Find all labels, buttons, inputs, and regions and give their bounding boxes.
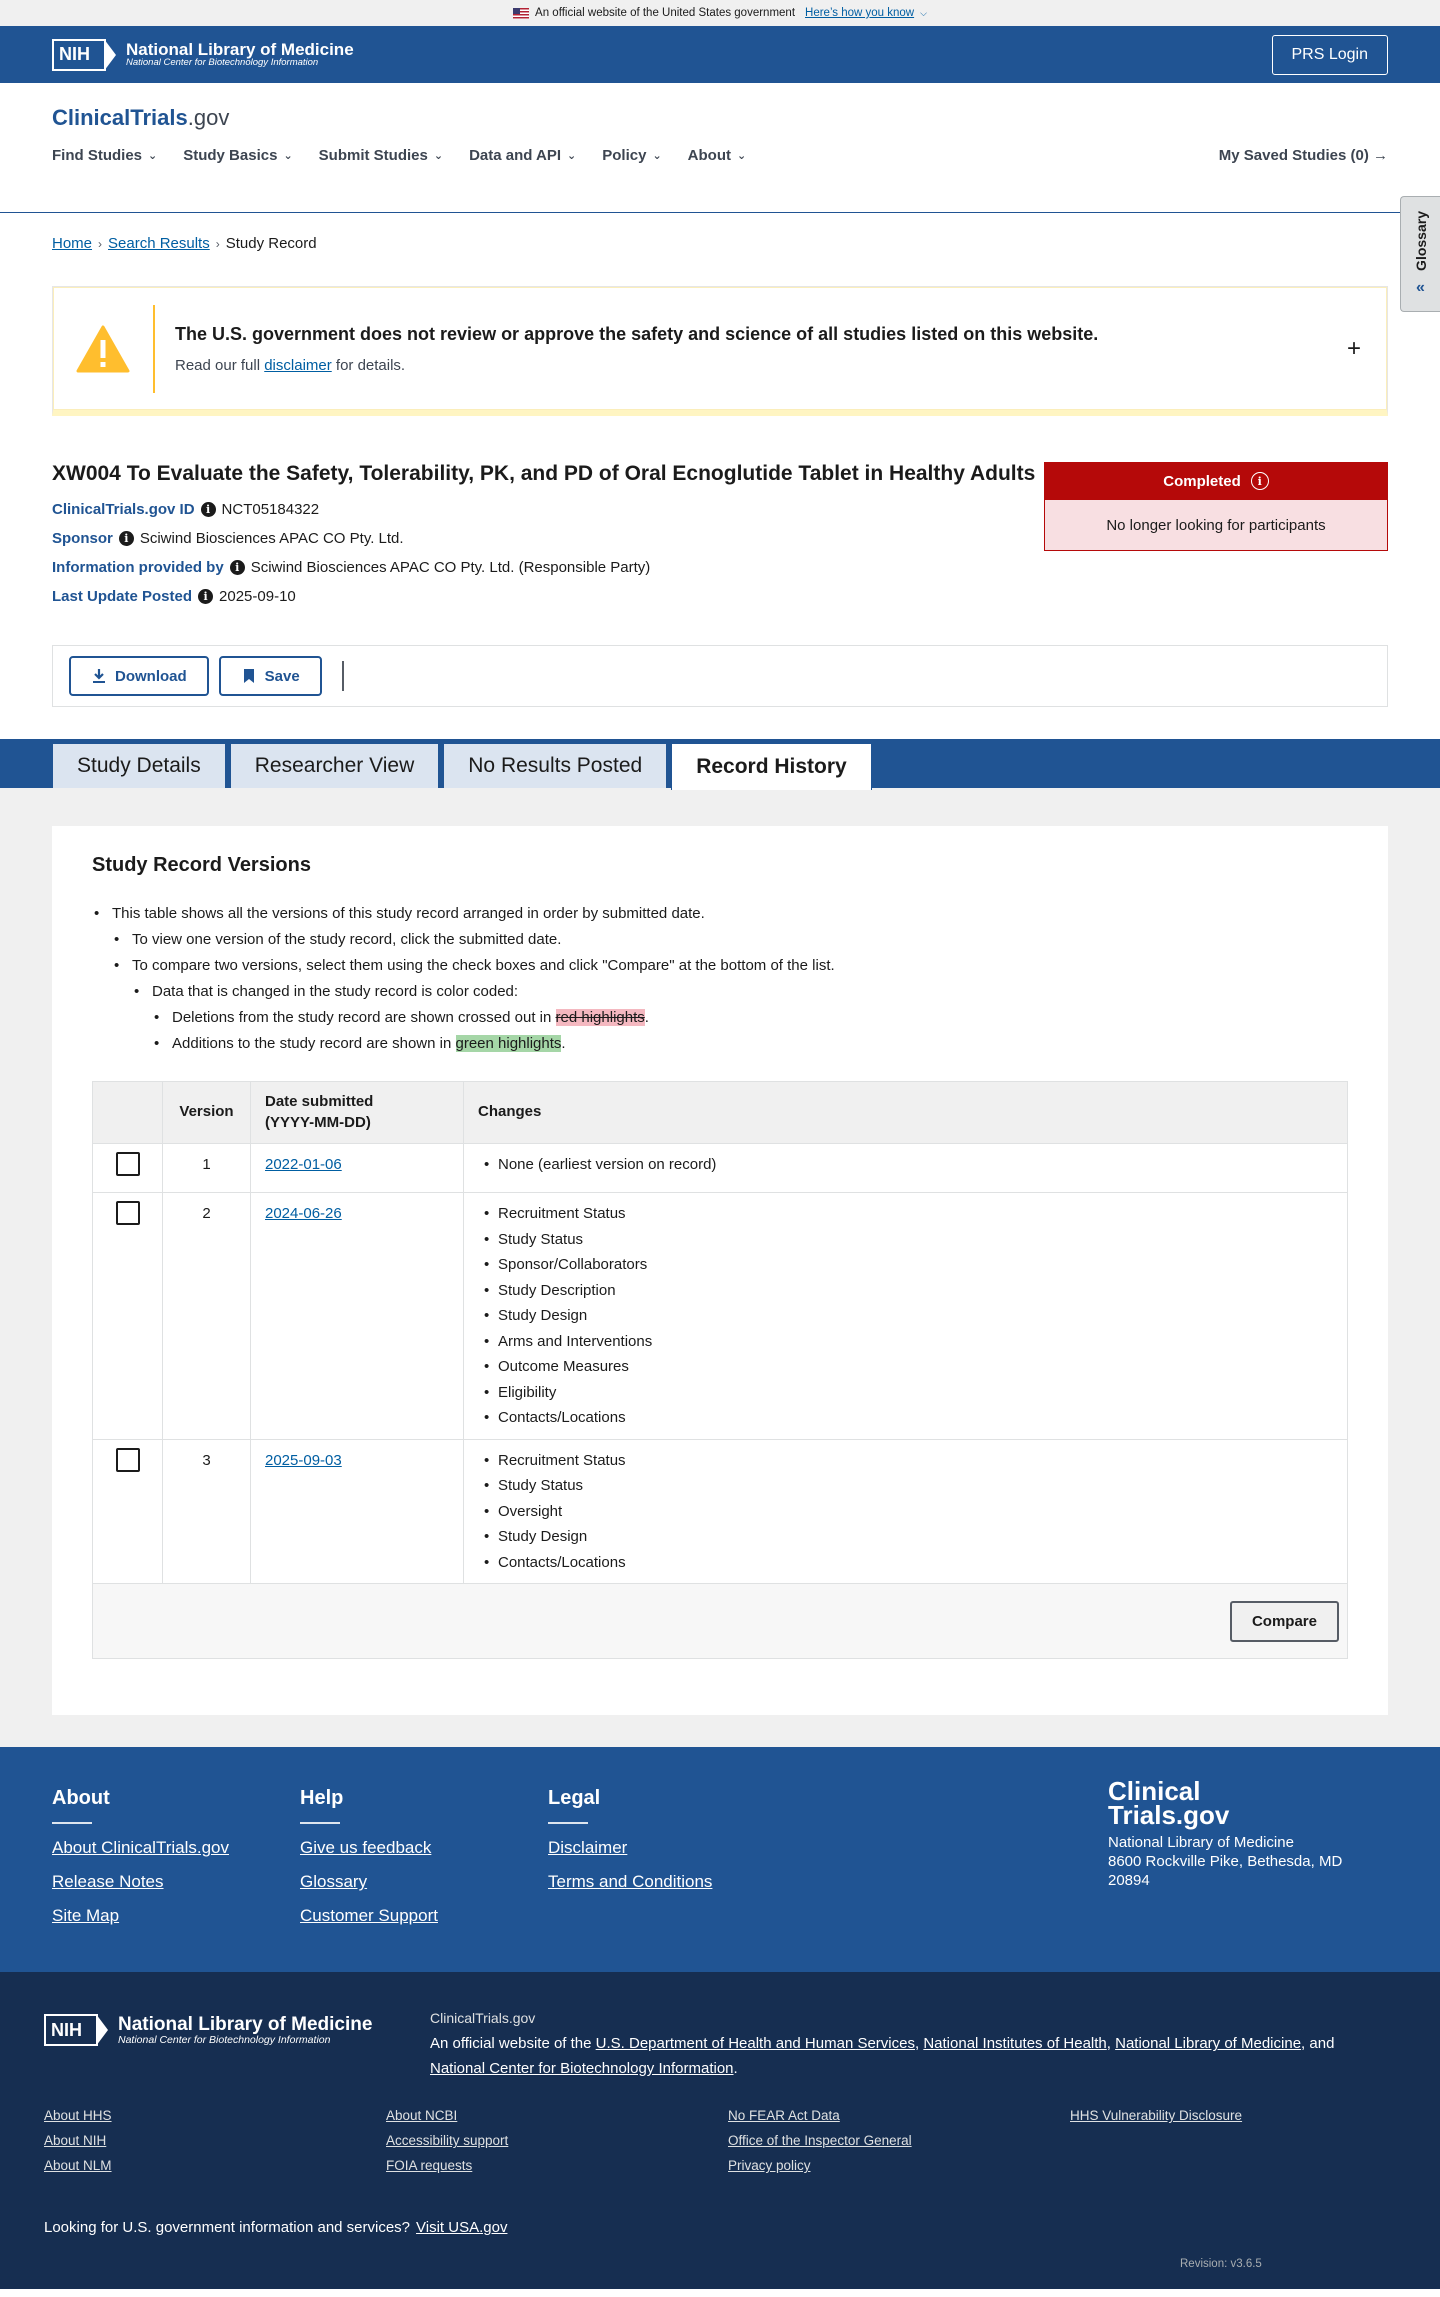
tab-record-history[interactable]: Record History <box>671 743 872 790</box>
status-label: Completed <box>1163 472 1241 490</box>
footer-link-release-notes[interactable]: Release Notes <box>52 1872 164 1892</box>
disclaimer-text: Read our full disclaimer for details. <box>175 356 406 374</box>
footer-link-support[interactable]: Customer Support <box>300 1906 438 1926</box>
main-nav <box>52 147 746 164</box>
footer-address: National Library of Medicine 8600 Rockville Pike, Bethesda, MD 20894 <box>1108 1834 1343 1890</box>
nih-logo-mark: NIH <box>52 39 106 71</box>
ncbi-subtitle: National Center for Biotechnology Information <box>126 57 319 69</box>
footer-link-glossary[interactable]: Glossary <box>300 1872 368 1892</box>
version-2-checkbox[interactable] <box>116 1201 140 1225</box>
chevron-right-icon: › <box>215 236 220 251</box>
chevron-down-icon: ⌄ <box>567 150 577 162</box>
glossary-label: Glossary <box>1412 211 1429 271</box>
download-icon <box>91 668 107 684</box>
version-3-date-link[interactable]: 2025-09-03 <box>265 1451 342 1469</box>
saved-studies-link[interactable]: My Saved Studies (0) → <box>1218 147 1388 164</box>
breadcrumb-search-results[interactable]: Search Results <box>108 235 210 252</box>
disclaimer-accordion <box>52 286 1388 416</box>
chevron-down-icon: ⌄ <box>736 150 747 162</box>
info-icon[interactable]: i <box>119 531 134 546</box>
ncbi-link[interactable]: National Center for Biotechnology Information <box>430 2060 734 2078</box>
no-fear-act-link[interactable]: No FEAR Act Data <box>728 2108 840 2124</box>
tab-no-results-posted[interactable]: No Results Posted <box>443 743 667 788</box>
footer-link-disclaimer[interactable]: Disclaimer <box>548 1838 628 1858</box>
inspector-general-link[interactable]: Office of the Inspector General <box>728 2133 912 2149</box>
select-column-header <box>93 1082 163 1144</box>
breadcrumb <box>0 235 1440 252</box>
heres-how-you-know-link[interactable]: Here’s how you know <box>805 7 915 19</box>
version-2-date-link[interactable]: 2024-06-26 <box>265 1205 342 1223</box>
chevron-down-icon: ⌄ <box>433 150 444 162</box>
chevron-right-icon: › <box>98 236 103 251</box>
action-bar <box>52 645 1388 707</box>
footer-legal: Legal Disclaimer Terms and Conditions <box>548 1787 713 1892</box>
version-3-checkbox[interactable] <box>116 1448 140 1472</box>
breadcrumb-current: Study Record <box>225 235 317 252</box>
site-header <box>0 83 1440 213</box>
bookmark-icon <box>241 668 257 684</box>
about-nih-link[interactable]: About NIH <box>44 2133 107 2149</box>
nih-link[interactable]: National Institutes of Health <box>923 2035 1107 2053</box>
expand-plus-icon[interactable]: + <box>1346 334 1361 362</box>
nav-policy[interactable]: Policy ⌄ <box>602 147 662 164</box>
hhs-link[interactable]: U.S. Department of Health and Human Services <box>595 2035 915 2053</box>
clinicaltrials-logo[interactable]: ClinicalTrials.gov <box>52 105 230 130</box>
nlm-logo[interactable] <box>52 39 354 71</box>
hhs-vulnerability-link[interactable]: HHS Vulnerability Disclosure <box>1070 2108 1243 2124</box>
record-history-section <box>0 788 1440 1747</box>
footer-about: About About ClinicalTrials.gov Release Notes Site Map <box>52 1787 229 1926</box>
nlm-footer-logo[interactable]: NIH National Library of Medicine National Center for Biotechnology Information <box>44 2014 372 2046</box>
tab-researcher-view[interactable]: Researcher View <box>230 743 440 788</box>
changes-column-header: Changes <box>464 1082 1348 1144</box>
changes-list: • Recruitment Status • Study Status • Oversight • Study Design • Contacts/Locations <box>478 1448 1333 1576</box>
about-hhs-link[interactable]: About HHS <box>44 2108 112 2124</box>
nav-study-basics[interactable]: Study Basics ⌄ <box>183 147 293 164</box>
versions-instructions: • This table shows all the versions of this study record arranged in order by submitted date. • To view one version of the study record, click the submitted date. • To compare two versions, select them using the check boxes and click "Compare" at the bottom of the list. • Data that is changed in the study record is color coded: • Deletions from the study record are shown crossed out in red highlights. • Additions to the study record are shown in green highlights. <box>92 901 1348 1057</box>
nav-data-and-api[interactable]: Data and API ⌄ <box>469 147 577 164</box>
nlm-title: National Library of Medicine <box>126 39 354 59</box>
gov-banner <box>0 0 1440 26</box>
privacy-policy-link[interactable]: Privacy policy <box>728 2158 811 2174</box>
foia-link[interactable]: FOIA requests <box>386 2158 473 2174</box>
chevron-down-icon: ⌄ <box>148 150 158 162</box>
status-badge <box>1044 462 1388 605</box>
sponsor-row: Sponsor i Sciwind Biosciences APAC CO Pty. Ltd. <box>52 530 404 548</box>
double-chevron-left-icon: « <box>1416 278 1425 296</box>
nav-find-studies[interactable]: Find Studies ⌄ <box>52 147 158 164</box>
chevron-down-icon: ⌄ <box>283 150 293 162</box>
info-icon[interactable]: i <box>230 560 245 575</box>
info-icon[interactable]: i <box>198 589 213 604</box>
green-highlight-sample: green highlights <box>455 1035 562 1053</box>
official-website-text: ClinicalTrials.gov An official website of the U.S. Department of Health and Human Services, National Institutes of Health, National Library of Medicine, and National Center for Biotechnology Information. <box>430 2010 1335 2078</box>
save-button[interactable]: Save <box>219 656 322 696</box>
nih-header <box>0 26 1440 83</box>
last-update-row: Last Update Posted i 2025-09-10 <box>52 588 296 606</box>
study-title: XW004 To Evaluate the Safety, Tolerability, PK, and PD of Oral Ecnoglutide Tablet in Healthy Adults <box>52 462 1036 485</box>
date-column-header: Date submitted (YYYY-MM-DD) <box>251 1082 464 1144</box>
compare-row <box>93 1584 1348 1659</box>
nav-submit-studies[interactable]: Submit Studies ⌄ <box>318 147 444 164</box>
versions-title: Study Record Versions <box>92 854 311 877</box>
us-flag-icon <box>513 8 529 19</box>
footer-link-site-map[interactable]: Site Map <box>52 1906 120 1926</box>
agency-footer <box>0 1972 1440 2289</box>
disclaimer-heading: The U.S. government does not review or approve the safety and science of all studies listed on this website. <box>175 323 1099 344</box>
compare-button[interactable]: Compare <box>1230 1601 1339 1642</box>
version-1-date-link[interactable]: 2022-01-06 <box>265 1155 342 1173</box>
usa-gov-link[interactable]: Visit USA.gov <box>416 2219 508 2237</box>
gov-banner-text: An official website of the United States government <box>535 7 796 19</box>
site-footer <box>0 1747 1440 1972</box>
changes-list: • None (earliest version on record) <box>478 1152 1333 1178</box>
chevron-down-icon: ⌵ <box>920 7 927 18</box>
table-row <box>93 1193 1348 1440</box>
chevron-down-icon: ⌄ <box>652 150 662 162</box>
version-number: 2 <box>163 1193 251 1440</box>
agency-links <box>44 2108 1412 2173</box>
sponsor-value: Sciwind Biosciences APAC CO Pty. Ltd. <box>139 530 404 548</box>
provided-by-value: Sciwind Biosciences APAC CO Pty. Ltd. (Responsible Party) <box>250 559 651 577</box>
divider <box>342 661 344 691</box>
study-header <box>52 460 1388 605</box>
footer-help: Help Give us feedback Glossary Customer Support <box>300 1787 438 1926</box>
info-icon[interactable]: i <box>1251 472 1269 490</box>
provided-by-row: Information provided by i Sciwind Biosciences APAC CO Pty. Ltd. (Responsible Party) <box>52 559 651 577</box>
warning-icon <box>53 325 153 373</box>
red-highlight-sample: red highlights <box>555 1009 645 1027</box>
footer-logo[interactable]: Clinical Trials.gov <box>1108 1776 1230 1831</box>
about-nlm-link[interactable]: About NLM <box>44 2158 112 2174</box>
last-update-value: 2025-09-10 <box>219 588 296 606</box>
version-number: 3 <box>163 1439 251 1584</box>
versions-card <box>52 826 1388 1715</box>
version-1-checkbox[interactable] <box>116 1152 140 1176</box>
tab-study-details[interactable]: Study Details <box>52 743 226 788</box>
glossary-tab[interactable] <box>1400 196 1440 312</box>
table-row <box>93 1143 1348 1193</box>
about-ncbi-link[interactable]: About NCBI <box>386 2108 458 2124</box>
footer-link-about-ct[interactable]: About ClinicalTrials.gov <box>52 1838 229 1858</box>
changes-list: • Recruitment Status • Study Status • Sponsor/Collaborators • Study Description • Study Design • Arms and Interventions • Outcome Measures • Eligibility • Contacts/Locations <box>478 1201 1333 1431</box>
disclaimer-link[interactable]: disclaimer <box>264 356 332 374</box>
version-column-header: Version <box>163 1082 251 1144</box>
revision-label: Revision: v3.6.5 <box>1180 2258 1262 2271</box>
breadcrumb-home[interactable]: Home <box>52 235 93 252</box>
nlm-link[interactable]: National Library of Medicine <box>1115 2035 1302 2053</box>
nct-id-row: ClinicalTrials.gov ID i NCT05184322 <box>52 501 320 519</box>
footer-brand <box>1108 1776 1343 1890</box>
prs-login-button[interactable]: PRS Login <box>1272 35 1389 75</box>
versions-table <box>92 1081 1348 1659</box>
status-detail: No longer looking for participants <box>1044 500 1388 551</box>
version-number: 1 <box>163 1143 251 1193</box>
table-row <box>93 1439 1348 1584</box>
usa-gov-row: Looking for U.S. government information and services? Visit USA.gov <box>44 2219 508 2237</box>
footer-link-feedback[interactable]: Give us feedback <box>300 1838 432 1858</box>
download-button[interactable]: Download <box>69 656 209 696</box>
study-tabs <box>0 739 1440 788</box>
accessibility-link[interactable]: Accessibility support <box>386 2133 509 2149</box>
nav-about[interactable]: About ⌄ <box>687 147 747 164</box>
info-icon[interactable]: i <box>201 502 216 517</box>
nct-id: NCT05184322 <box>221 501 320 519</box>
footer-link-terms[interactable]: Terms and Conditions <box>548 1872 713 1892</box>
arrow-right-icon: → <box>1373 147 1388 164</box>
